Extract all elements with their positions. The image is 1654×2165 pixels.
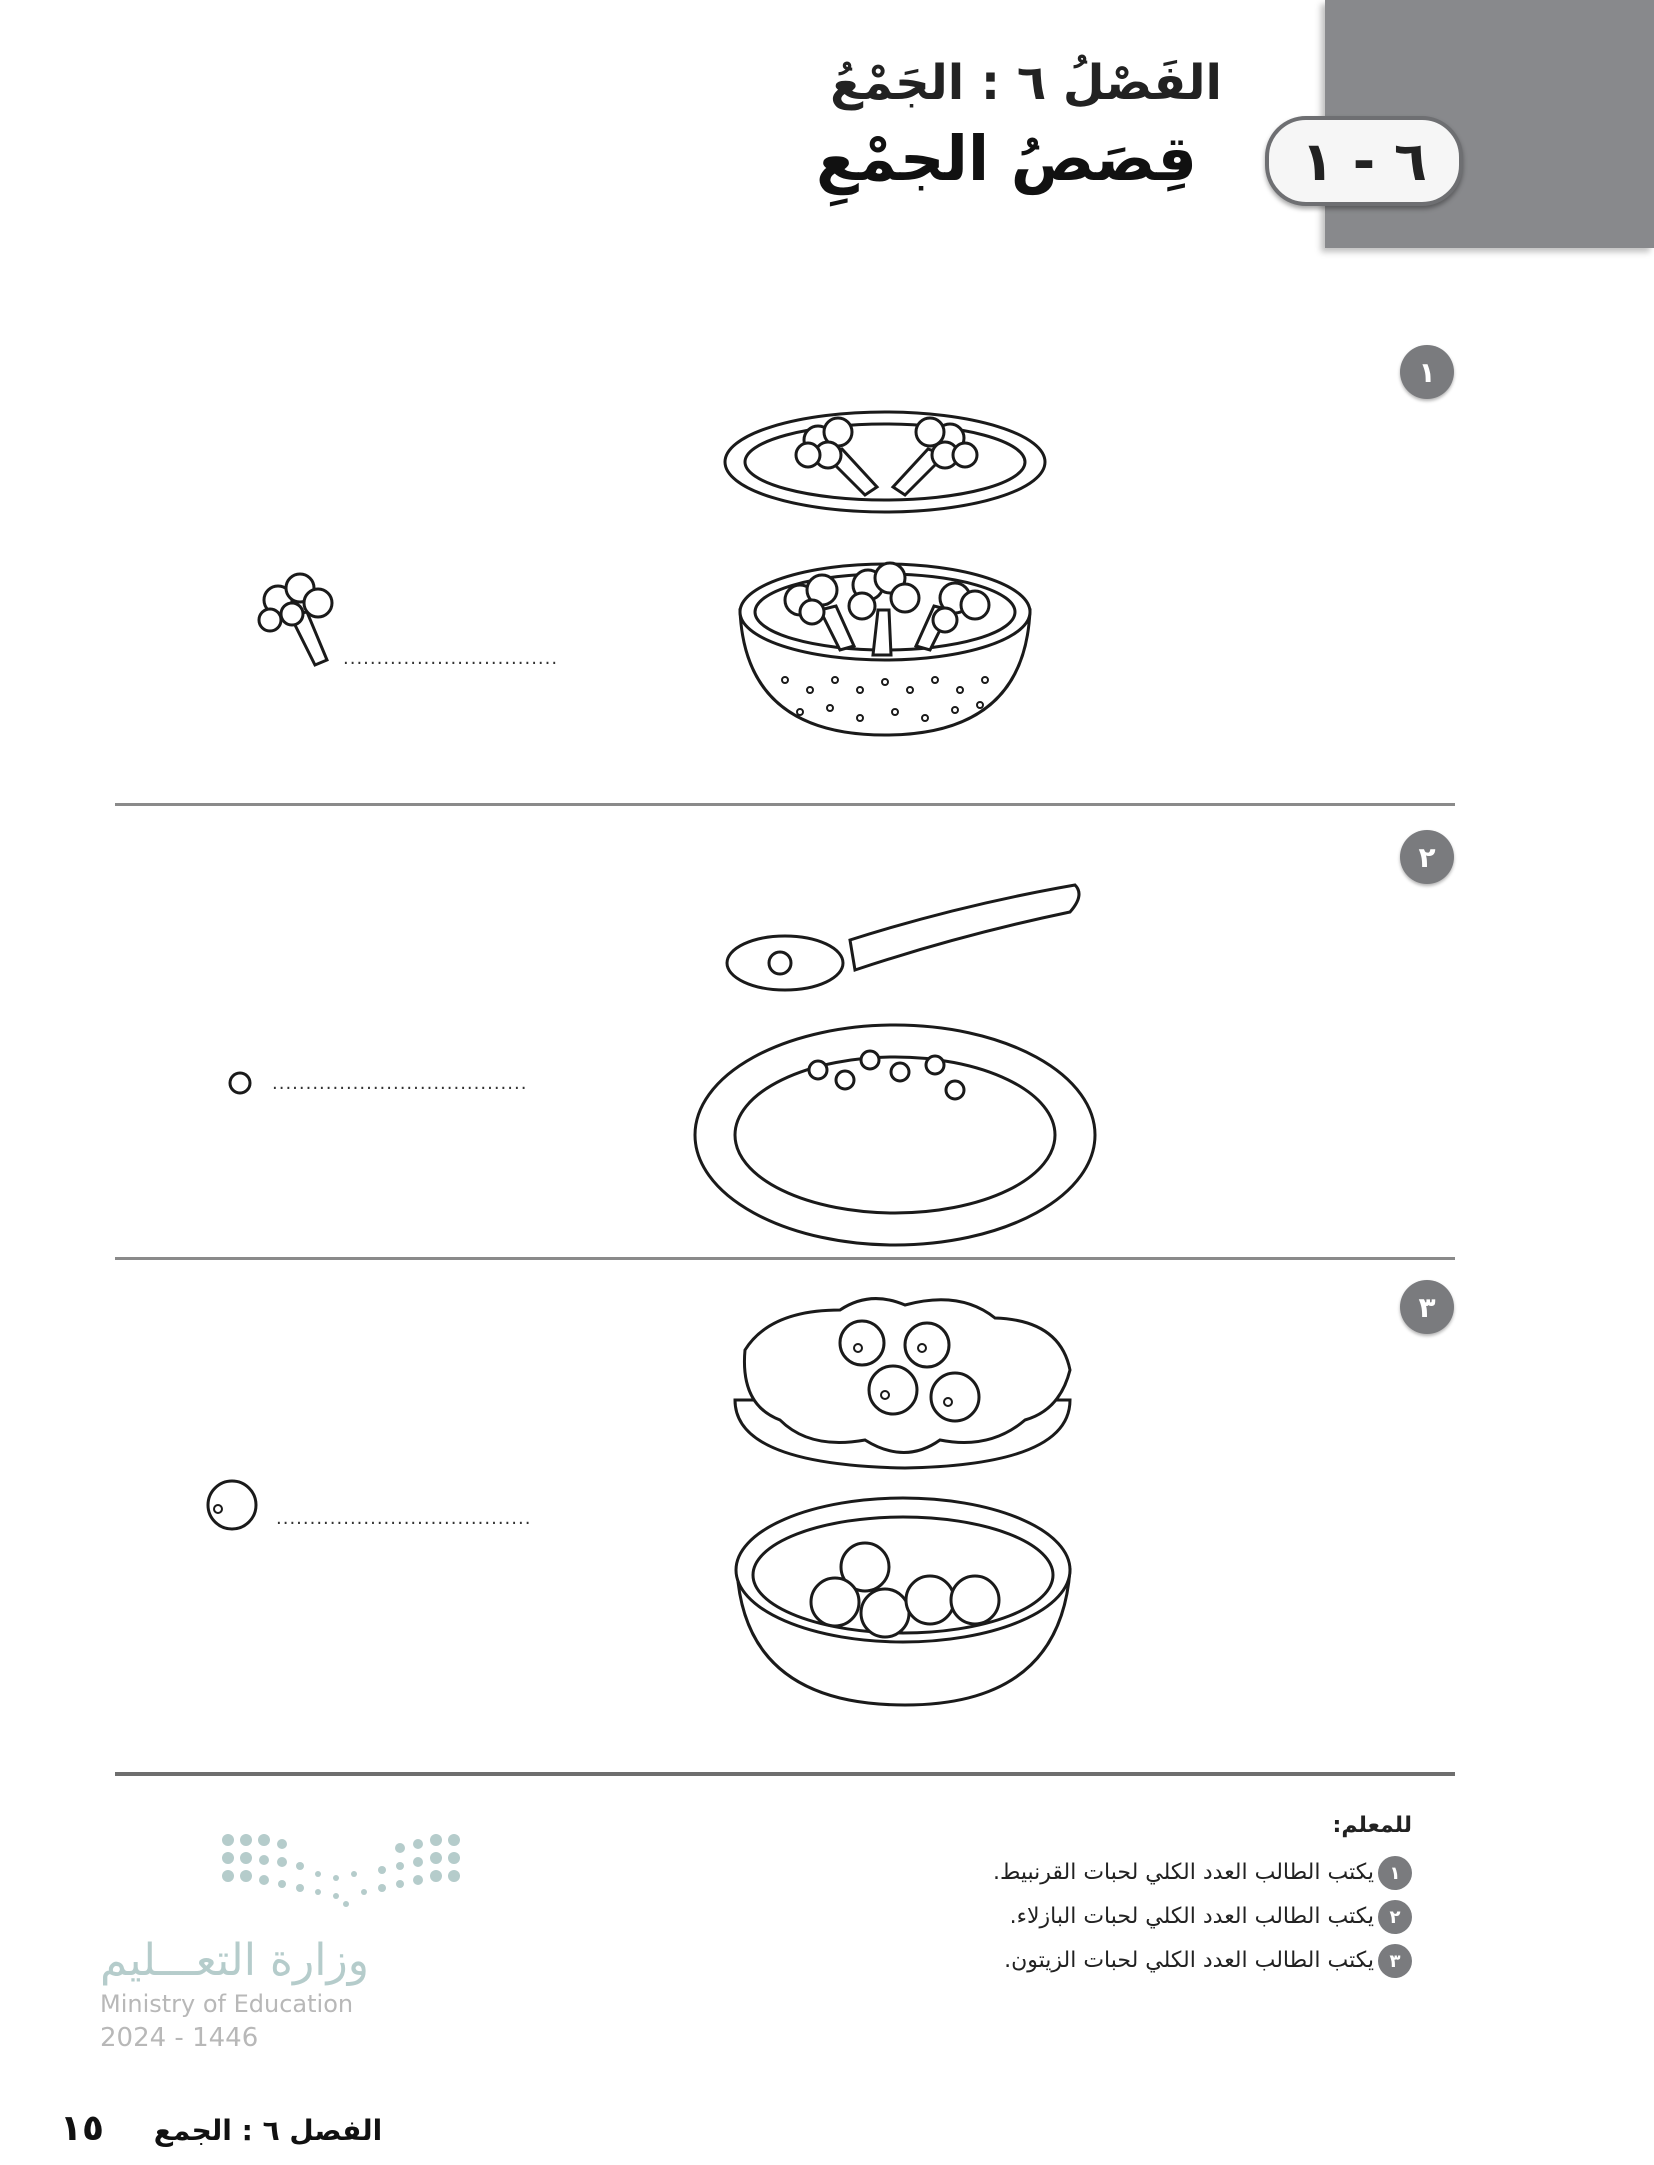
- teacher-notes-heading: للمعلم:: [1332, 1813, 1412, 1838]
- exercise-1-answer-line[interactable]: ................................: [343, 648, 559, 669]
- exercise-3-number: ٣: [1400, 1280, 1454, 1334]
- teacher-note-1-text: يكتب الطالب العدد الكلي لحبات القرنبيط.: [992, 1860, 1374, 1885]
- teacher-note-3-number: ٣: [1378, 1944, 1412, 1978]
- lesson-title: قِصَصُ الجمْعِ: [816, 122, 1197, 195]
- teacher-note-2-number: ٢: [1378, 1900, 1412, 1934]
- exercise-2-answer-line[interactable]: ......................................: [272, 1073, 528, 1094]
- ministry-year: 2024 - 1446: [100, 2023, 259, 2053]
- ministry-name-english: Ministry of Education: [100, 1990, 354, 2018]
- teacher-note-2-text: يكتب الطالب العدد الكلي لحبات البازلاء.: [1009, 1904, 1374, 1929]
- lesson-number: ٦ - ١: [1301, 129, 1427, 193]
- teacher-note-3-text: يكتب الطالب العدد الكلي لحبات الزيتون.: [1004, 1948, 1374, 1973]
- ministry-name-arabic: وزارة التعـــليم: [100, 1935, 369, 1986]
- chapter-title: الفَصْلُ ٦ : الجَمْعُ: [830, 55, 1222, 111]
- exercise-2-number: ٢: [1400, 830, 1454, 884]
- exercise-3-answer-line[interactable]: ......................................: [276, 1508, 532, 1529]
- teacher-note-1-number: ١: [1378, 1856, 1412, 1890]
- footer-chapter-label: الفصل ٦ : الجمع: [153, 2114, 383, 2147]
- page-number: ١٥: [60, 2108, 104, 2149]
- exercise-1-number: ١: [1400, 345, 1454, 399]
- page-footer: [60, 2108, 382, 2149]
